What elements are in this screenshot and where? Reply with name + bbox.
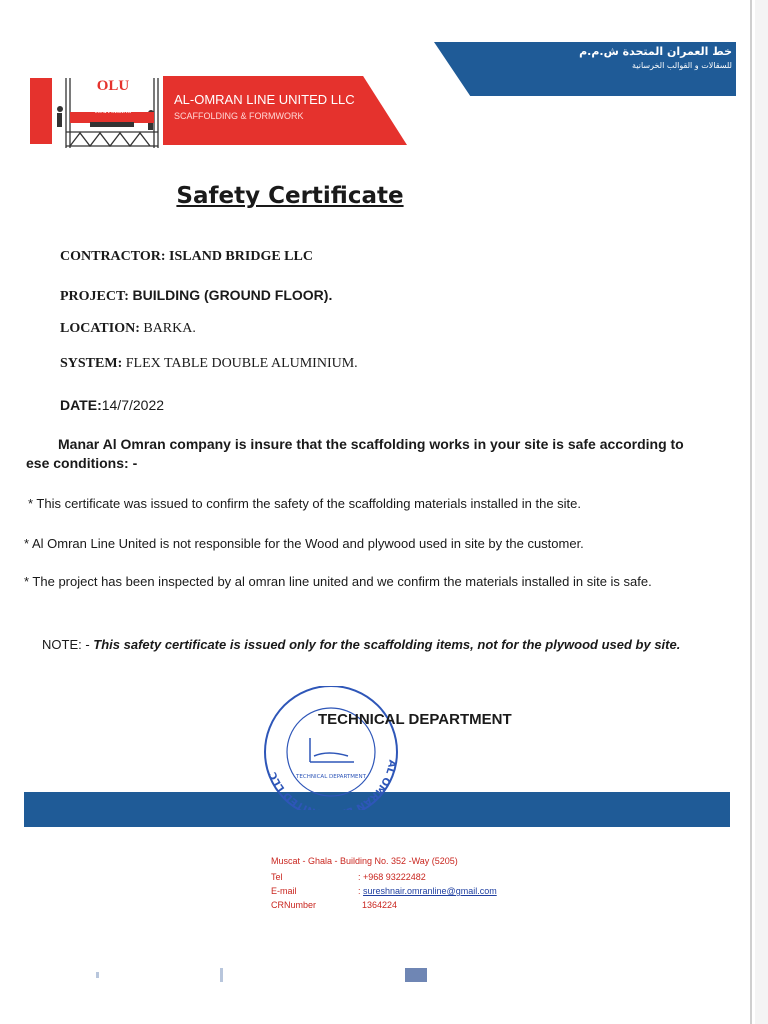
page-title: Safety Certificate bbox=[176, 183, 404, 209]
email-prefix: : bbox=[358, 886, 364, 896]
stamp-seal-icon bbox=[258, 686, 404, 810]
scan-speckle bbox=[405, 968, 427, 982]
location-label: LOCATION: bbox=[60, 321, 140, 336]
tel-label: Tel bbox=[271, 872, 283, 882]
system-value: FLEX TABLE DOUBLE ALUMINIUM. bbox=[125, 356, 358, 371]
intro-paragraph bbox=[26, 435, 726, 473]
stamp-outer-text: AL OMRAN ITED LLC bbox=[267, 758, 398, 810]
scan-speckle bbox=[220, 968, 223, 982]
logo-company-name: EL OMRAN LINE UNITED bbox=[76, 98, 150, 104]
tel-value: : +968 93222482 bbox=[358, 872, 426, 882]
logo-initials: OLU bbox=[96, 78, 130, 94]
project-field bbox=[60, 287, 332, 305]
date-label: DATE: bbox=[60, 397, 102, 413]
cr-value: 1364224 bbox=[362, 900, 398, 910]
intro-line-1: Manar Al Omran company is insure that the scaffolding works in your site is safe according to bbox=[58, 436, 684, 452]
intro-line-2: ese conditions: - bbox=[26, 455, 138, 471]
stamp-inner-text: TECHNICAL DEPARTMENT bbox=[296, 774, 366, 780]
scan-speckle bbox=[96, 972, 99, 978]
project-label: PROJECT: bbox=[60, 289, 129, 304]
date-value: 14/7/2022 bbox=[101, 397, 165, 413]
svg-text:AL OMRAN LINE UNITED LLC bbox=[268, 759, 398, 810]
location-field bbox=[60, 321, 196, 337]
note-text: This safety certificate is issued only for the scaffolding items, not for the plywood used by site. bbox=[93, 637, 681, 652]
project-value: BUILDING (GROUND FLOOR). bbox=[132, 287, 333, 303]
condition-item: * The project has been inspected by al omran line united and we confirm the materials installed in site is safe. bbox=[24, 574, 652, 589]
department-label: TECHNICAL DEPARTMENT bbox=[318, 711, 512, 728]
scan-edge bbox=[750, 0, 752, 1024]
arabic-company-name: خط العمران المتحدة ش.م.م bbox=[579, 45, 732, 58]
scan-margin bbox=[755, 0, 768, 1024]
company-name: AL-OMRAN LINE UNITED LLC bbox=[174, 92, 355, 107]
system-label: SYSTEM: bbox=[60, 356, 123, 371]
contractor-label: CONTRACTOR: bbox=[60, 249, 166, 264]
location-value: BARKA. bbox=[143, 321, 196, 336]
system-field bbox=[60, 356, 358, 372]
cr-label: CRNumber bbox=[271, 900, 317, 910]
footer-address: Muscat - Ghala - Building No. 352 -Way (5205) bbox=[271, 856, 458, 866]
condition-item: * Al Omran Line United is not responsible for the Wood and plywood used in site by the customer. bbox=[24, 536, 584, 551]
logo-subtitle: SCAFFOLDING bbox=[94, 110, 132, 115]
date-field bbox=[60, 397, 164, 413]
note bbox=[42, 637, 680, 652]
company-tagline: SCAFFOLDING & FORMWORK bbox=[174, 111, 304, 121]
condition-item: * This certificate was issued to confirm the safety of the scaffolding materials installed in the site. bbox=[28, 496, 582, 511]
contractor-value: ISLAND BRIDGE LLC bbox=[169, 249, 313, 264]
contractor-field bbox=[60, 249, 313, 265]
arabic-company-tagline: للسقالات و القوالب الخرسانية bbox=[632, 61, 732, 70]
email-link[interactable]: sureshnair.omranline@gmail.com bbox=[363, 886, 497, 896]
company-stamp bbox=[258, 686, 404, 810]
note-label: NOTE: - bbox=[42, 637, 90, 652]
email-label: E-mail bbox=[271, 886, 297, 896]
email-row bbox=[358, 886, 497, 896]
